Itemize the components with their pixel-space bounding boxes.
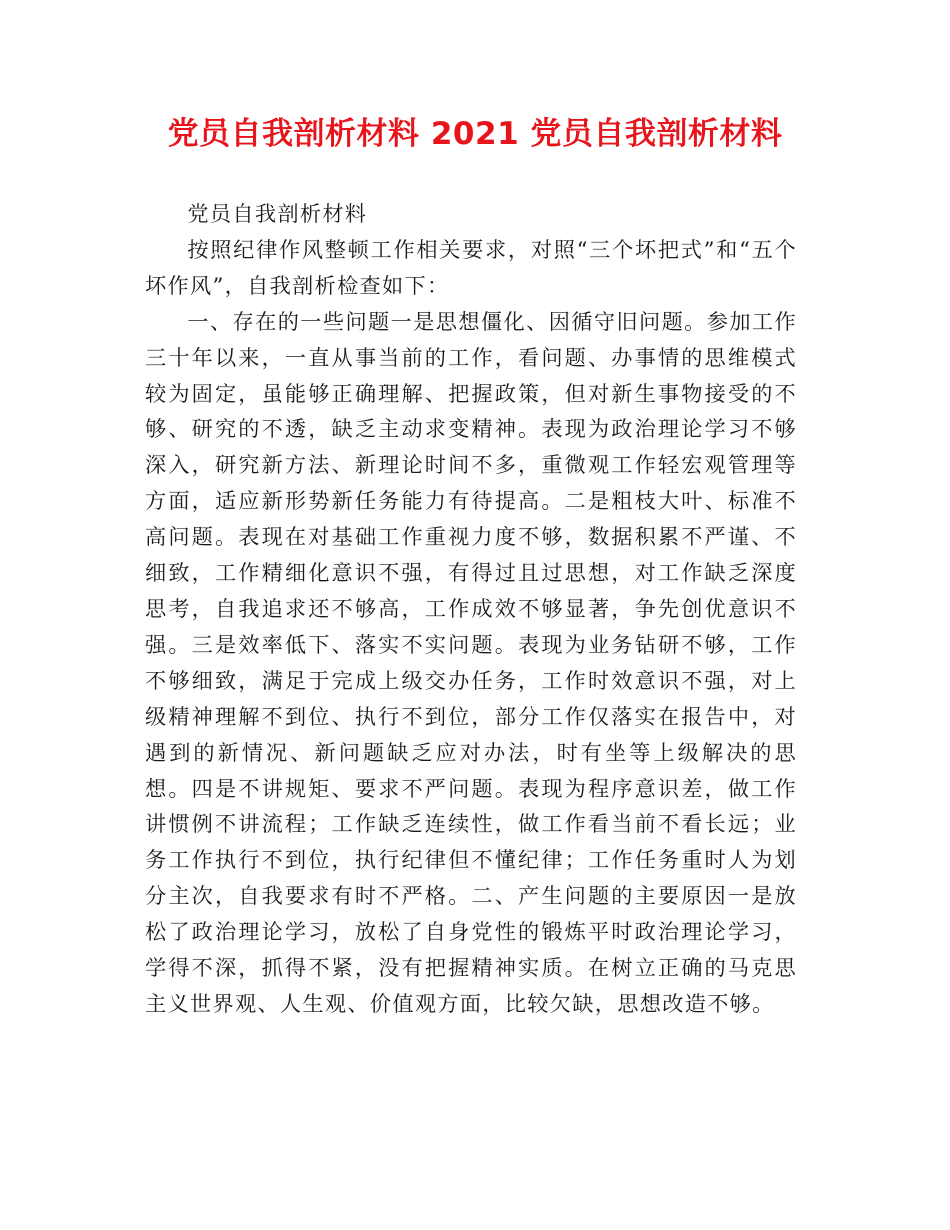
- document-title: 党员自我剖析材料 2021 党员自我剖析材料: [167, 116, 783, 152]
- document-body: [145, 196, 797, 1022]
- paragraph-intro: 按照纪律作风整顿工作相关要求，对照“三个坏把式”和“五个坏作风”，自我剖析检查如下：: [145, 236, 797, 298]
- paragraph-heading: 党员自我剖析材料: [187, 201, 368, 226]
- paragraph-main: 一、存在的一些问题一是思想僵化、因循守旧问题。参加工作三十年以来，一直从事当前的工作，看问题、办事情的思维模式较为固定，虽能够正确理解、把握政策，但对新生事物接受的不够、研究的不透，缺乏主动求变精神。表现为政治理论学习不够深入，研究新方法、新理论时间不多，重微观工作轻宏观管理等方面，适应新形势新任务能力有待提高。二是粗枝大叶、标准不高问题。表现在对基础工作重视力度不够，数据积累不严谨、不细致，工作精细化意识不强，有得过且过思想，对工作缺乏深度思考，自我追求还不够高，工作成效不够显著，争先创优意识不强。三是效率低下、落实不实问题。表现为业务钻研不够，工作不够细致，满足于完成上级交办任务，工作时效意识不强，对上级精神理解不到位、执行不到位，部分工作仅落实在报告中，对遇到的新情况、新问题缺乏应对办法，时有坐等上级解决的思想。四是不讲规矩、要求不严问题。表现为程序意识差，做工作讲惯例不讲流程；工作缺乏连续性，做工作看当前不看长远；业务工作执行不到位，执行纪律但不懂纪律；工作任务重时人为划分主次，自我要求有时不严格。二、产生问题的主要原因一是放松了政治理论学习，放松了自身党性的锻炼平时政治理论学习，学得不深，抓得不紧，没有把握精神实质。在树立正确的马克思主义世界观、人生观、价值观方面，比较欠缺，思想改造不够。: [145, 308, 797, 1016]
